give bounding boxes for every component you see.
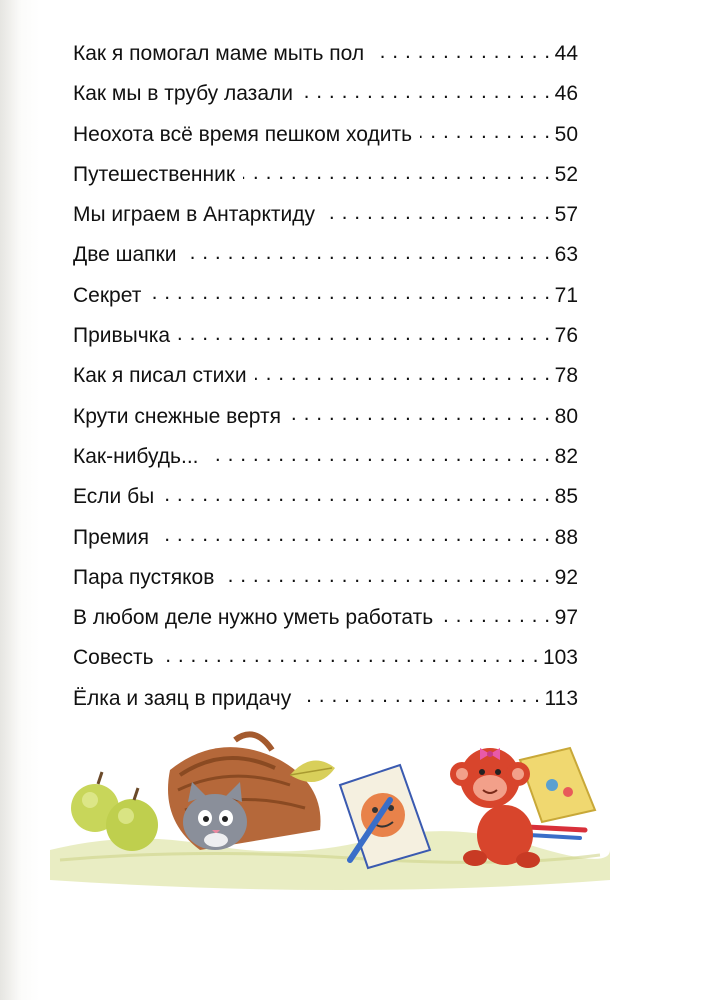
toc-entry — [73, 558, 578, 598]
toc-entry-title: Совесть — [73, 646, 154, 670]
toc-dot-leader — [184, 240, 550, 261]
toc-entry — [73, 115, 578, 155]
toc-entry-page-number: 63 — [554, 243, 578, 267]
toc-entry-title: Секрет — [73, 283, 142, 307]
toc-entry-title: Пара пустяков — [73, 565, 215, 589]
toc-dot-leader — [207, 442, 551, 463]
toc-entry — [73, 598, 578, 638]
toc-dot-leader — [301, 79, 551, 100]
table-of-contents — [73, 34, 578, 719]
toc-entry-title: Как я помогал маме мыть пол — [73, 42, 365, 65]
bottom-illustration — [50, 730, 610, 890]
toc-dot-leader — [162, 482, 550, 503]
toc-entry — [73, 276, 578, 316]
toc-entry-page-number: 97 — [554, 606, 578, 630]
toc-entry — [73, 74, 578, 114]
toc-entry-title: Две шапки — [73, 243, 177, 267]
toc-entry-title: Если бы — [73, 485, 155, 509]
apples-icon — [71, 772, 158, 851]
toc-entry-page-number: 82 — [554, 444, 578, 468]
toc-entry — [73, 155, 578, 195]
toc-dot-leader — [299, 684, 540, 705]
toc-dot-leader — [420, 120, 551, 141]
toc-dot-leader — [243, 160, 551, 181]
toc-entry — [73, 397, 578, 437]
toc-dot-leader — [372, 39, 551, 60]
toc-entry-title: Премия — [73, 525, 149, 549]
toc-entry — [73, 356, 578, 396]
toc-entry-title: Привычка — [73, 324, 171, 348]
toc-entry — [73, 477, 578, 517]
toc-entry-title: Неохота всё время пешком ходить — [73, 122, 413, 146]
toc-dot-leader — [255, 361, 551, 382]
toc-entry-page-number: 88 — [554, 525, 578, 549]
toc-entry-page-number: 80 — [554, 404, 578, 428]
toc-entry-title: Как-нибудь... — [73, 444, 199, 468]
toc-entry-title: Как мы в трубу лазали — [73, 82, 293, 106]
illustration-svg — [50, 730, 610, 890]
toc-entry-page-number: 50 — [554, 122, 578, 146]
picture-book-icon — [520, 748, 595, 822]
toc-dot-leader — [323, 200, 551, 221]
page-spine-shadow — [0, 0, 22, 1000]
toc-entry-page-number: 92 — [554, 565, 578, 589]
toc-entry — [73, 195, 578, 235]
toc-dot-leader — [149, 281, 550, 302]
toc-dot-leader — [162, 643, 539, 664]
toc-entry-page-number: 76 — [554, 324, 578, 348]
toc-entry — [73, 679, 578, 719]
toc-entry — [73, 437, 578, 477]
toc-entry — [73, 518, 578, 558]
toc-dot-leader — [289, 402, 551, 423]
toc-entry-page-number: 103 — [542, 646, 578, 670]
toc-entry-page-number: 52 — [554, 162, 578, 186]
toc-entry-title: Путешественник — [73, 162, 236, 186]
toc-entry-page-number: 44 — [554, 42, 578, 65]
toc-entry — [73, 235, 578, 275]
toc-dot-leader — [178, 321, 551, 342]
toc-entry-title: Мы играем в Антарктиду — [73, 203, 315, 227]
toc-entry-title: В любом деле нужно уметь работать — [73, 606, 434, 630]
toc-entry-title: Крути снежные вертя — [73, 404, 281, 428]
toc-entry — [73, 34, 578, 74]
toc-entry-page-number: 113 — [544, 686, 578, 710]
toc-entry-page-number: 46 — [554, 82, 578, 106]
toc-dot-leader — [222, 563, 550, 584]
toc-dot-leader — [157, 523, 551, 544]
toc-entry — [73, 316, 578, 356]
toc-dot-leader — [441, 603, 550, 624]
toc-entry-page-number: 57 — [554, 203, 578, 227]
toc-entry-page-number: 78 — [554, 364, 578, 388]
toc-entry-title: Ёлка и заяц в придачу — [73, 686, 292, 710]
toc-entry-page-number: 71 — [554, 283, 578, 307]
toc-entry-page-number: 85 — [554, 485, 578, 509]
toc-entry — [73, 638, 578, 678]
toc-entry-title: Как я писал стихи — [73, 364, 247, 388]
